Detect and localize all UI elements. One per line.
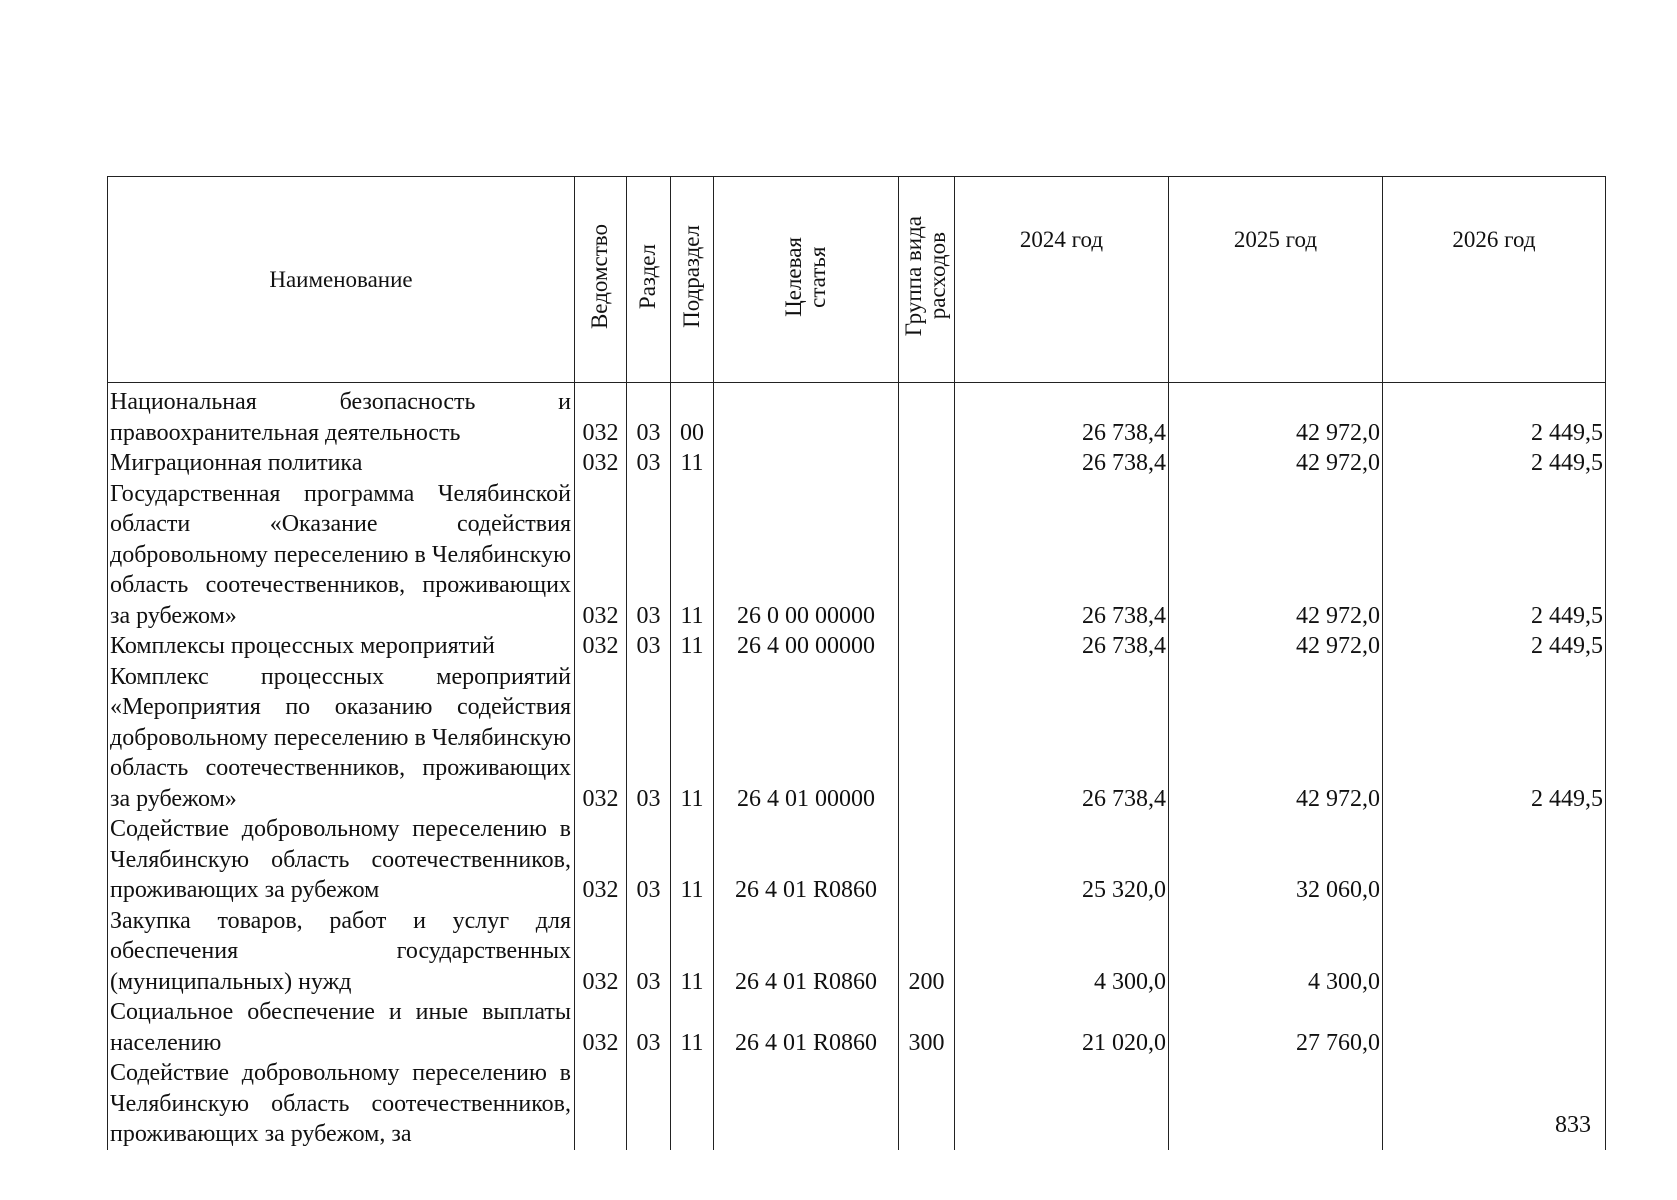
row-2026: 2 449,5 xyxy=(1383,479,1606,632)
row-name: Государственная программа Челябинской области «Оказание содействия добровольному переселению в Челябинскую область соотечественников, проживающих за рубежом» xyxy=(108,479,575,632)
row-dept: 032 xyxy=(575,997,627,1058)
row-name: Комплексы процессных мероприятий xyxy=(108,631,575,662)
row-subsection: 11 xyxy=(671,814,714,906)
row-subsection: 11 xyxy=(671,997,714,1058)
row-dept: 032 xyxy=(575,479,627,632)
row-target: 26 4 01 R0860 xyxy=(714,997,899,1058)
row-section: 03 xyxy=(627,662,671,815)
row-name: Закупка товаров, работ и услуг для обеспечения государственных (муниципальных) нужд xyxy=(108,906,575,998)
row-2026: 2 449,5 xyxy=(1383,631,1606,662)
table-row xyxy=(108,997,1606,1058)
row-2025: 42 972,0 xyxy=(1169,662,1383,815)
row-target xyxy=(714,383,899,449)
row-name: Миграционная политика xyxy=(108,448,575,479)
budget-table xyxy=(107,176,1606,1150)
row-dept: 032 xyxy=(575,631,627,662)
row-dept xyxy=(575,1058,627,1150)
page-number: 833 xyxy=(1555,1112,1591,1138)
row-2024: 4 300,0 xyxy=(955,906,1169,998)
table-row xyxy=(108,662,1606,815)
row-2024: 26 738,4 xyxy=(955,631,1169,662)
row-dept: 032 xyxy=(575,448,627,479)
row-2025 xyxy=(1169,1058,1383,1150)
header-expense-group: Группа вида расходов xyxy=(899,177,955,383)
row-2025: 32 060,0 xyxy=(1169,814,1383,906)
row-section: 03 xyxy=(627,383,671,449)
row-2025: 27 760,0 xyxy=(1169,997,1383,1058)
row-2025: 42 972,0 xyxy=(1169,448,1383,479)
row-2025: 42 972,0 xyxy=(1169,631,1383,662)
header-2024: 2024 год xyxy=(955,177,1169,383)
row-subsection: 11 xyxy=(671,479,714,632)
table-row xyxy=(108,479,1606,632)
table-row xyxy=(108,1058,1606,1150)
row-2026 xyxy=(1383,814,1606,906)
row-group xyxy=(899,662,955,815)
table-row xyxy=(108,383,1606,449)
row-section: 03 xyxy=(627,814,671,906)
row-target: 26 4 01 00000 xyxy=(714,662,899,815)
row-name: Национальная безопасность и правоохранительная деятельность xyxy=(108,383,575,449)
row-dept: 032 xyxy=(575,814,627,906)
header-target: Целевая статья xyxy=(714,177,899,383)
table-header-row xyxy=(108,177,1606,383)
row-target xyxy=(714,1058,899,1150)
row-2025: 4 300,0 xyxy=(1169,906,1383,998)
table-row xyxy=(108,906,1606,998)
header-name: Наименование xyxy=(108,177,575,383)
row-subsection: 00 xyxy=(671,383,714,449)
row-target xyxy=(714,448,899,479)
row-section: 03 xyxy=(627,448,671,479)
row-2024: 26 738,4 xyxy=(955,662,1169,815)
row-name: Социальное обеспечение и иные выплаты населению xyxy=(108,997,575,1058)
row-2025: 42 972,0 xyxy=(1169,383,1383,449)
row-group: 200 xyxy=(899,906,955,998)
row-subsection: 11 xyxy=(671,906,714,998)
row-group xyxy=(899,814,955,906)
row-target: 26 4 00 00000 xyxy=(714,631,899,662)
row-group xyxy=(899,448,955,479)
header-2025: 2025 год xyxy=(1169,177,1383,383)
row-2024: 26 738,4 xyxy=(955,448,1169,479)
row-2026: 2 449,5 xyxy=(1383,662,1606,815)
row-group xyxy=(899,479,955,632)
row-dept: 032 xyxy=(575,662,627,815)
row-2026 xyxy=(1383,906,1606,998)
row-section: 03 xyxy=(627,906,671,998)
row-dept: 032 xyxy=(575,383,627,449)
row-target: 26 0 00 00000 xyxy=(714,479,899,632)
row-name: Комплекс процессных мероприятий «Мероприятия по оказанию содействия добровольному переселению в Челябинскую область соотечественников, проживающих за рубежом» xyxy=(108,662,575,815)
header-dept: Ведомство xyxy=(575,177,627,383)
row-2026: 2 449,5 xyxy=(1383,448,1606,479)
row-2024: 25 320,0 xyxy=(955,814,1169,906)
row-2024: 26 738,4 xyxy=(955,383,1169,449)
row-name: Содействие добровольному переселению в Челябинскую область соотечественников, проживающих за рубежом xyxy=(108,814,575,906)
row-dept: 032 xyxy=(575,906,627,998)
row-section: 03 xyxy=(627,479,671,632)
row-2024 xyxy=(955,1058,1169,1150)
row-name: Содействие добровольному переселению в Челябинскую область соотечественников, проживающих за рубежом, за xyxy=(108,1058,575,1150)
row-subsection: 11 xyxy=(671,631,714,662)
row-section: 03 xyxy=(627,997,671,1058)
row-target: 26 4 01 R0860 xyxy=(714,906,899,998)
row-section: 03 xyxy=(627,631,671,662)
row-group xyxy=(899,631,955,662)
row-subsection: 11 xyxy=(671,448,714,479)
row-2024: 21 020,0 xyxy=(955,997,1169,1058)
header-section: Раздел xyxy=(627,177,671,383)
row-2025: 42 972,0 xyxy=(1169,479,1383,632)
row-subsection: 11 xyxy=(671,662,714,815)
row-target: 26 4 01 R0860 xyxy=(714,814,899,906)
row-2024: 26 738,4 xyxy=(955,479,1169,632)
row-subsection xyxy=(671,1058,714,1150)
table-row xyxy=(108,448,1606,479)
row-group xyxy=(899,383,955,449)
header-2026: 2026 год xyxy=(1383,177,1606,383)
header-subsection: Подраздел xyxy=(671,177,714,383)
table-row xyxy=(108,631,1606,662)
row-2026 xyxy=(1383,997,1606,1058)
row-section xyxy=(627,1058,671,1150)
row-group: 300 xyxy=(899,997,955,1058)
row-group xyxy=(899,1058,955,1150)
row-2026: 2 449,5 xyxy=(1383,383,1606,449)
table-row xyxy=(108,814,1606,906)
